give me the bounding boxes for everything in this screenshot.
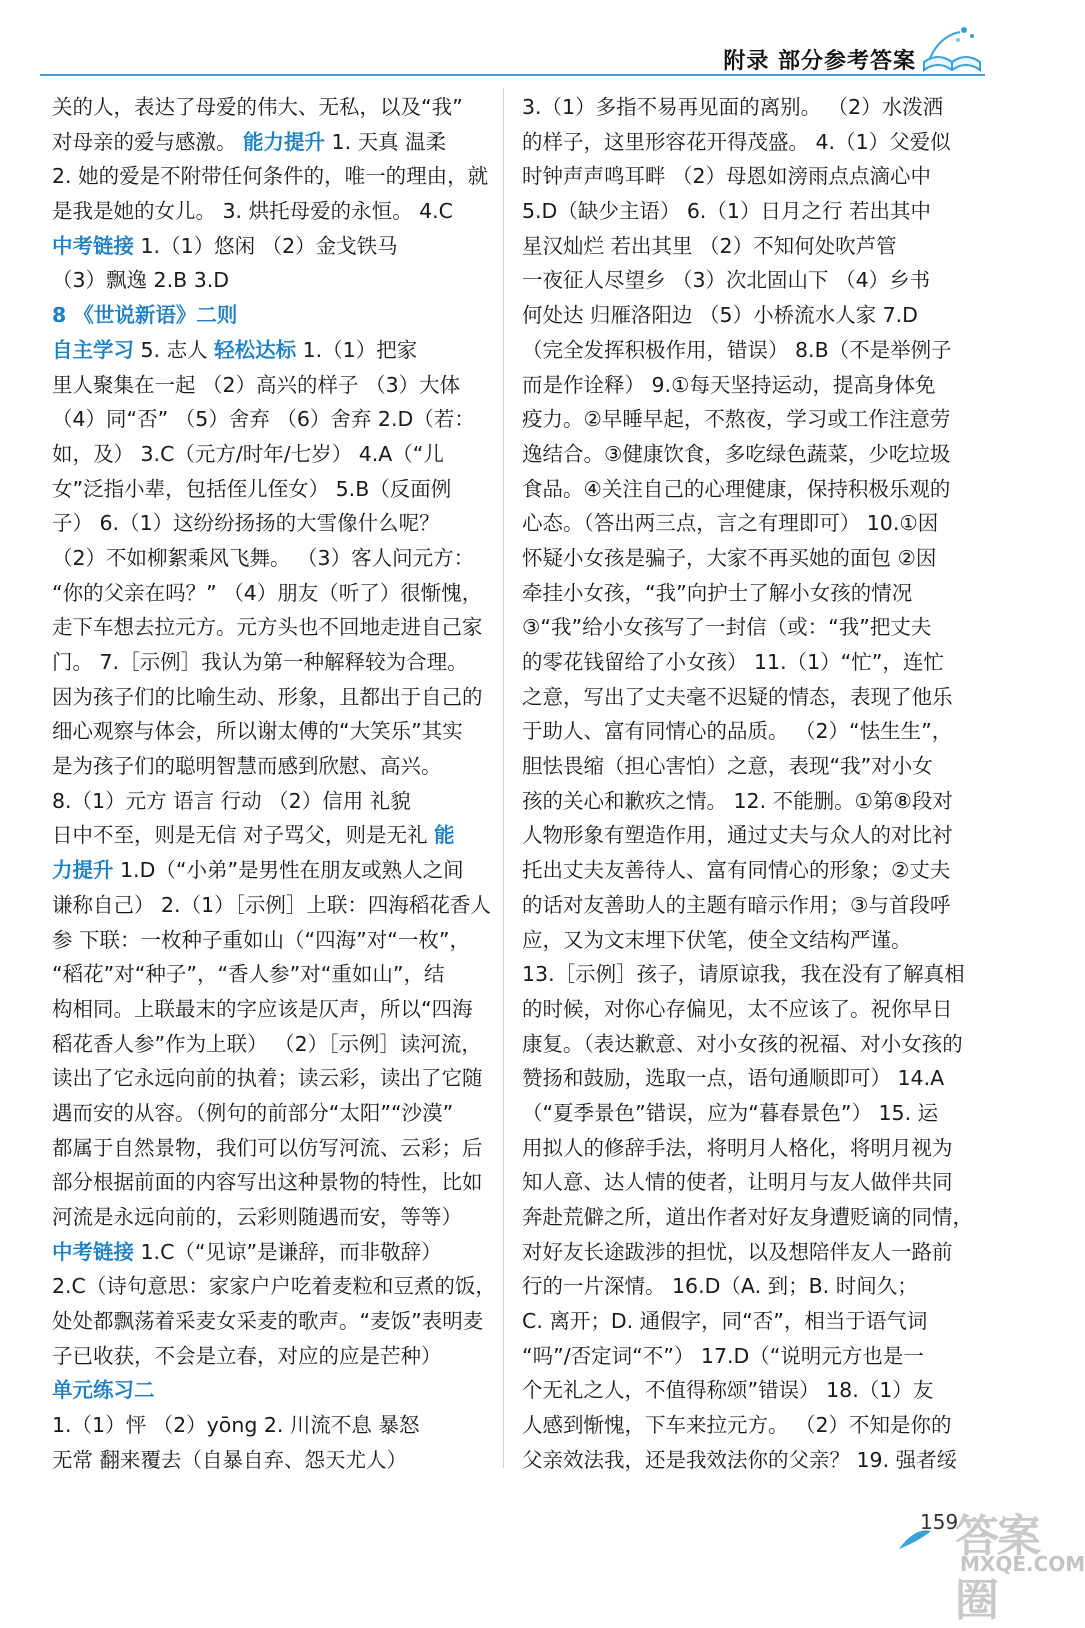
text-segment: 谦称自己） 2.（1）［示例］上联：四海稻花香人 xyxy=(52,892,491,917)
watermark-logo: 答案圈 xyxy=(955,1511,1039,1626)
text-line xyxy=(522,1027,962,1062)
text-line xyxy=(522,1443,962,1478)
text-segment: 牵挂小女孩，“我”向护士了解小女孩的情况 xyxy=(522,580,913,605)
text-line xyxy=(52,680,492,715)
text-line xyxy=(522,818,962,853)
text-segment: 应，又为文末埋下伏笔，使全文结构严谨。 xyxy=(522,927,912,952)
text-segment: 何处达 归雁洛阳边 （5）小桥流水人家 7.D xyxy=(522,303,918,328)
text-segment: 女”泛指小辈，包括侄儿侄女） 5.B（反面例 xyxy=(52,476,452,501)
text-segment: 星汉灿烂 若出其里 （2）不知何处吹芦管 xyxy=(522,233,897,258)
text-segment: 逸结合。③健康饮食，多吃绿色蔬菜，少吃垃圾 xyxy=(522,441,951,466)
text-segment: “吗”/否定词“不”） 17.D（“说明元方也是一 xyxy=(522,1343,924,1368)
text-line xyxy=(52,992,492,1027)
text-segment: （3）飘逸 2.B 3.D xyxy=(52,268,230,293)
text-segment: 康复。（表达歉意、对小女孩的祝福、对小女孩的 xyxy=(522,1031,963,1056)
text-segment: 2.C（诗句意思：家家户户吃着麦粒和豆煮的饭， xyxy=(52,1274,496,1299)
text-line xyxy=(52,333,492,368)
text-segment: 如，及） 3.C（元方/时年/七岁） 4.A（“儿 xyxy=(52,441,444,466)
text-line xyxy=(52,784,492,819)
text-segment: 5.D（缺少主语） 6.（1）日月之行 若出其中 xyxy=(522,199,931,224)
header-rule xyxy=(40,74,985,76)
text-segment: 遇而安的从容。（例句的前部分“太阳”“沙漠” xyxy=(52,1100,454,1125)
text-line xyxy=(522,472,962,507)
text-segment: 日中不至，则是无信 对子骂父，则是无礼 xyxy=(52,823,435,848)
text-line xyxy=(52,1443,492,1478)
section-tag: 单元练习二 xyxy=(52,1378,155,1403)
text-segment: 行的一片深情。 16.D（A. 到；B. 时间久； xyxy=(522,1274,918,1299)
text-segment: 细心观察与体会，所以谢太傅的“大笑乐”其实 xyxy=(52,719,463,744)
text-segment: “你的父亲在吗？” （4）朋友（听了）很惭愧， xyxy=(52,580,483,605)
text-line xyxy=(52,90,492,125)
text-line xyxy=(52,1027,492,1062)
text-segment: 赞扬和鼓励，选取一点，语句通顺即可） 14.A xyxy=(522,1066,945,1091)
text-line xyxy=(522,645,962,680)
text-line xyxy=(52,298,492,333)
watermark-url: MXQE.COM xyxy=(960,1552,1085,1576)
text-segment: 1.（1）怦 （2）yōng 2. 川流不息 暴怒 xyxy=(52,1413,420,1438)
text-line xyxy=(522,263,962,298)
text-segment: （2）不如柳絮乘风飞舞。 （3）客人问元方： xyxy=(52,545,475,570)
text-segment: 孩的关心和歉疚之情。 12. 不能删。①第⑧段对 xyxy=(522,788,953,813)
text-line xyxy=(52,125,492,160)
text-segment: 子） 6.（1）这纷纷扬扬的大雪像什么呢？ xyxy=(52,511,440,536)
left-column xyxy=(52,90,496,1478)
section-tag: 8 《世说新语》二则 xyxy=(52,303,238,328)
open-book-icon xyxy=(920,22,984,76)
section-tag: 中考链接 xyxy=(52,1239,134,1264)
text-line xyxy=(522,853,962,888)
text-segment: 3.（1）多指不易再见面的离别。 （2）水泼洒 xyxy=(522,95,944,119)
text-segment: 构相同。上联最末的字应该是仄声，所以“四海 xyxy=(52,996,473,1021)
page-header xyxy=(0,0,1066,86)
text-line xyxy=(522,923,962,958)
text-segment: 疫力。②早睡早起，不熬夜，学习或工作注意劳 xyxy=(522,407,951,432)
section-tag: 自主学习 xyxy=(52,337,134,362)
text-line xyxy=(52,1339,492,1374)
text-line xyxy=(52,1165,492,1200)
section-tag: 轻松达标 xyxy=(214,337,297,362)
text-line xyxy=(522,888,962,923)
text-line xyxy=(52,437,492,472)
text-segment: 的话对友善助人的主题有暗示作用；③与首段呼 xyxy=(522,892,951,917)
text-segment: 稻花香人参”作为上联） （2）［示例］读河流， xyxy=(52,1031,482,1056)
text-line xyxy=(52,194,492,229)
text-segment: 1.C（“见谅”是谦辞，而非敬辞） xyxy=(134,1239,442,1264)
text-segment: 的样子，这里形容花开得茂盛。 4.（1）父爱似 xyxy=(522,129,951,154)
text-line xyxy=(522,1200,973,1235)
text-line xyxy=(522,298,962,333)
text-line xyxy=(52,506,492,541)
text-segment: 胆怯畏缩（担心害怕）之意，表现“我”对小女 xyxy=(522,754,933,779)
text-line xyxy=(522,610,962,645)
text-segment: 1.（1）悠闲 （2）金戈铁马 xyxy=(134,233,398,258)
text-line xyxy=(522,1373,962,1408)
text-segment: “稻花”对“种子”，“香人参”对“重如山”，结 xyxy=(52,962,445,987)
text-line xyxy=(52,1373,492,1408)
text-segment: 知人意、达人情的使者，让明月与友人做伴共同 xyxy=(522,1170,953,1195)
text-line xyxy=(522,437,962,472)
text-line xyxy=(52,923,492,958)
text-segment: 1.（1）把家 xyxy=(296,337,418,362)
text-segment: 怀疑小女孩是骗子，大家不再买她的面包 ②因 xyxy=(522,545,937,570)
text-line xyxy=(522,1096,962,1131)
text-line xyxy=(52,1408,492,1443)
text-segment: 父亲效法我，还是我效法你的父亲？ 19. 强者绥 xyxy=(522,1447,958,1472)
text-line xyxy=(522,992,962,1027)
text-segment: 一夜征人尽望乡 （3）次北固山下 （4）乡书 xyxy=(522,268,931,293)
text-line xyxy=(52,1131,492,1166)
text-line xyxy=(522,1304,962,1339)
text-line xyxy=(52,645,492,680)
text-line xyxy=(522,749,962,784)
text-line xyxy=(522,159,962,194)
text-segment: 子已收获，不会是立春，对应的应是芒种） xyxy=(52,1343,442,1368)
text-segment: （4）同“否” （5）舍弃 （6）舍弃 2.D（若： xyxy=(52,407,475,432)
text-segment: 用拟人的修辞手法，将明月人格化，将明月视为 xyxy=(522,1135,953,1160)
text-line xyxy=(522,90,962,125)
text-segment: 食品。④关注自己的心理健康，保持积极乐观的 xyxy=(522,476,951,501)
text-segment: 处处都飘荡着采麦女采麦的歌声。“麦饭”表明麦 xyxy=(52,1309,484,1334)
text-segment: 部分根据前面的内容写出这种景物的特性，比如 xyxy=(52,1170,483,1195)
text-segment: 时钟声声鸣耳畔 （2）母恩如滂雨点点滴心中 xyxy=(522,164,932,189)
text-line xyxy=(522,125,962,160)
text-segment: 13.［示例］孩子，请原谅我，我在没有了解真相 xyxy=(522,962,965,987)
text-segment: 都属于自然景物，我们可以仿写河流、云彩；后 xyxy=(52,1135,483,1160)
text-segment: 而是作诠释） 9.①每天坚持运动，提高身体免 xyxy=(522,372,936,397)
text-line xyxy=(522,576,962,611)
text-segment: （“夏季景色”错误，应为“暮春景色”） 15. 运 xyxy=(522,1100,939,1125)
text-line xyxy=(52,1269,496,1304)
text-segment: 关的人，表达了母爱的伟大、无私，以及“我” xyxy=(52,95,463,119)
text-line xyxy=(52,610,492,645)
text-segment: 心态。（答出两三点，言之有理即可） 10.①因 xyxy=(522,511,939,536)
text-line xyxy=(522,402,962,437)
text-segment: 2. 她的爱是不附带任何条件的，唯一的理由，就 xyxy=(52,164,489,189)
text-line xyxy=(522,1235,962,1270)
text-line xyxy=(52,749,492,784)
text-segment: 个无礼之人，不值得称颂”错误） 18.（1）友 xyxy=(522,1378,934,1403)
text-segment: 1. 天真 温柔 xyxy=(325,129,447,154)
text-line xyxy=(522,1339,962,1374)
text-segment: 人物形象有塑造作用，通过丈夫与众人的对比衬 xyxy=(522,823,953,848)
text-segment: 5. 志人 xyxy=(134,337,215,362)
text-line xyxy=(522,957,965,992)
header-title: 附录 部分参考答案 xyxy=(723,49,916,74)
text-line xyxy=(52,888,492,923)
text-line xyxy=(522,784,962,819)
section-tag: 能力提升 xyxy=(243,129,326,154)
text-line xyxy=(522,194,962,229)
text-segment: 对母亲的爱与感激。 xyxy=(52,129,244,154)
column-divider xyxy=(503,88,504,1468)
text-line xyxy=(522,714,962,749)
text-line xyxy=(52,853,492,888)
text-line xyxy=(52,402,492,437)
text-segment: 是为孩子们的聪明智慧而感到欣慰、高兴。 xyxy=(52,754,442,779)
text-segment: 8.（1）元方 语言 行动 （2）信用 礼貌 xyxy=(52,788,411,813)
text-line xyxy=(52,263,492,298)
text-segment: 于助人、富有同情心的品质。 （2）“怯生生”， xyxy=(522,719,953,744)
text-segment: 无常 翻来覆去（自暴自弃、怨天尤人） xyxy=(52,1447,408,1472)
text-line xyxy=(52,576,492,611)
text-segment: 河流是永远向前的，云彩则随遇而安，等等） xyxy=(52,1205,462,1229)
text-line xyxy=(522,1131,962,1166)
text-segment: 参 下联：一枚种子重如山（“四海”对“一枚”， xyxy=(52,927,470,952)
text-line xyxy=(52,1200,492,1235)
text-segment: （完全发挥积极作用，错误） 8.B（不是举例子 xyxy=(522,337,952,362)
text-line xyxy=(522,506,962,541)
section-tag: 力提升 xyxy=(52,858,114,883)
text-line xyxy=(522,333,962,368)
text-segment: 里人聚集在一起 （2）高兴的样子 （3）大体 xyxy=(52,372,461,397)
text-line xyxy=(522,680,962,715)
text-segment: ③“我”给小女孩写了一封信（或：“我”把丈夫 xyxy=(522,615,932,640)
text-line xyxy=(52,368,492,403)
text-segment: 的时候，对你心存偏见，太不应该了。祝你早日 xyxy=(522,996,953,1021)
text-line xyxy=(52,541,492,576)
text-segment: 因为孩子们的比喻生动、形象，且都出于自己的 xyxy=(52,684,483,709)
text-line xyxy=(52,159,492,194)
text-segment: 的零花钱留给了小女孩） 11.（1）“忙”，连忙 xyxy=(522,650,944,674)
text-segment: 读出了它永远向前的执着；读云彩，读出了它随 xyxy=(52,1066,483,1091)
text-line xyxy=(52,229,492,264)
text-segment: 对好友长途跋涉的担忧，以及想陪伴友人一路前 xyxy=(522,1239,953,1264)
text-line xyxy=(522,229,962,264)
text-line xyxy=(52,472,492,507)
text-line xyxy=(52,957,492,992)
text-segment: 奔赴荒僻之所，道出作者对好友身遭贬谪的同情， xyxy=(522,1205,973,1229)
page-number: 159 xyxy=(920,1510,959,1534)
text-line xyxy=(522,1165,962,1200)
text-line xyxy=(522,1061,962,1096)
text-segment: 托出丈夫友善待人、富有同情心的形象；②丈夫 xyxy=(522,858,951,883)
text-line xyxy=(52,1061,492,1096)
text-line xyxy=(522,368,962,403)
text-segment: 走下车想去拉元方。元方头也不回地走进自己家 xyxy=(52,615,483,640)
text-line xyxy=(52,714,492,749)
text-segment: 之意，写出了丈夫毫不迟疑的情态，表现了他乐 xyxy=(522,684,953,709)
text-line xyxy=(522,541,962,576)
text-segment: 是我是她的女儿。 3. 烘托母爱的永恒。 4.C xyxy=(52,199,453,224)
text-segment: 门。 7.［示例］我认为第一种解释较为合理。 xyxy=(52,650,468,674)
text-line xyxy=(52,1304,492,1339)
text-line xyxy=(522,1269,962,1304)
text-line xyxy=(522,1408,962,1443)
text-segment: 人感到惭愧，下车来拉元方。 （2）不知是你的 xyxy=(522,1413,952,1438)
text-segment: 1.D（“小弟”是男性在朋友或熟人之间 xyxy=(113,858,464,883)
text-line xyxy=(52,818,492,853)
text-line xyxy=(52,1096,492,1131)
text-segment: C. 离开；D. 通假字，同“否”，相当于语气词 xyxy=(522,1309,928,1334)
text-line xyxy=(52,1235,492,1270)
right-column xyxy=(522,90,973,1478)
section-tag: 中考链接 xyxy=(52,233,134,258)
section-tag: 能 xyxy=(434,823,455,848)
